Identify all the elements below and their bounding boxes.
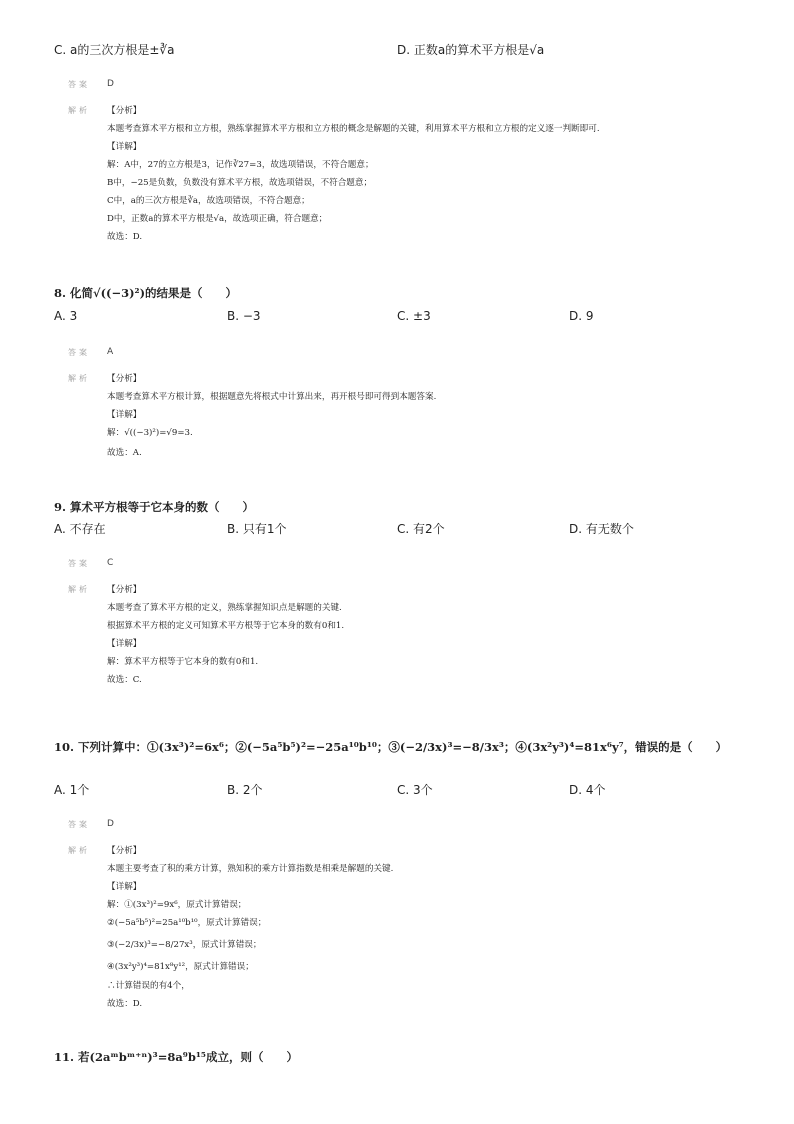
q8-solution-line-2: 故选：A. [107, 448, 142, 458]
q9-fenxi: 【分析】 [107, 585, 142, 595]
q10-option-c[interactable]: C. 3个 [397, 783, 433, 797]
q9-option-a[interactable]: A. 不存在 [54, 522, 106, 536]
q7-solution-line-3: C中，a的三次方根是∛a，故选项错误，不符合题意； [107, 196, 310, 206]
q10-answer: D [107, 819, 114, 829]
q9-answer: C [107, 558, 114, 568]
q9-option-d[interactable]: D. 有无数个 [569, 522, 634, 536]
q10-solution-line-4: ④(3x²y³)⁴=81x⁸y¹²，原式计算错误； [107, 962, 254, 972]
q7-answer: D [107, 79, 114, 89]
q7-option-d-text: D. 正数a的算术平方根是√a [397, 43, 545, 57]
q10-solution-line-1: 解：①(3x³)²=9x⁶，原式计算错误； [107, 900, 247, 910]
q11-stem: 11. 若(2aᵐbᵐ⁺ⁿ)³=8a⁹b¹⁵成立，则（ ） [54, 1050, 298, 1064]
q9-solution-line-2: 故选：C. [107, 675, 142, 685]
q9-analysis-text-1: 本题考查了算术平方根的定义，熟练掌握知识点是解题的关键. [107, 603, 342, 613]
q7-xiangjie: 【详解】 [107, 142, 142, 152]
q7-solution-line-4: D中，正数a的算术平方根是√a，故选项正确，符合题意； [107, 214, 328, 224]
q8-solution-line-1: 解：√((−3)²)=√9=3. [107, 428, 193, 438]
q10-option-b[interactable]: B. 2个 [227, 783, 263, 797]
q7-option-d[interactable] [397, 41, 544, 58]
q10-stem: 10. 下列计算中：①(3x³)²=6x⁶；②(−5a⁵b⁵)²=−25a¹⁰b¹⁰；③(−2/3x)³=−8/3x³；④(3x²y³)⁴=81x⁶y⁷，错误的是（ ） [54, 740, 728, 754]
q8-option-c[interactable]: C. ±3 [397, 309, 431, 323]
q7-option-c[interactable] [54, 41, 174, 58]
q7-solution-line-5: 故选：D. [107, 232, 143, 242]
q9-answer-label: 答案 [68, 559, 90, 568]
q8-analysis-label: 解析 [68, 374, 90, 383]
q8-answer-label: 答案 [68, 348, 90, 357]
q9-option-c[interactable]: C. 有2个 [397, 522, 445, 536]
q10-analysis-label: 解析 [68, 846, 90, 855]
q10-analysis-text: 本题主要考查了积的乘方计算，熟知积的乘方计算指数是相乘是解题的关键. [107, 864, 394, 874]
q9-stem: 9. 算术平方根等于它本身的数（ ） [54, 500, 255, 514]
q8-option-a[interactable]: A. 3 [54, 309, 78, 323]
q8-option-b[interactable]: B. −3 [227, 309, 261, 323]
q10-answer-label: 答案 [68, 820, 90, 829]
q7-fenxi: 【分析】 [107, 106, 142, 116]
q8-analysis-text: 本题考查算术平方根计算，根据题意先将根式中计算出来，再开根号即可得到本题答案. [107, 392, 437, 402]
q10-fenxi: 【分析】 [107, 846, 142, 856]
q8-stem: 8. 化简√((−3)²)的结果是（ ） [54, 286, 238, 300]
q7-solution-line-2: B中，−25是负数，负数没有算术平方根，故选项错误，不符合题意； [107, 178, 373, 188]
q10-solution-line-5: ∴计算错误的有4个， [107, 981, 190, 991]
q8-xiangjie: 【详解】 [107, 410, 142, 420]
q7-analysis-label: 解析 [68, 106, 90, 115]
q9-solution-line-1: 解：算术平方根等于它本身的数有0和1. [107, 657, 259, 667]
q10-xiangjie: 【详解】 [107, 882, 142, 892]
q10-option-a[interactable]: A. 1个 [54, 783, 90, 797]
q9-option-b[interactable]: B. 只有1个 [227, 522, 287, 536]
q9-analysis-label: 解析 [68, 585, 90, 594]
q10-solution-line-6: 故选：D. [107, 999, 143, 1009]
q9-analysis-text-2: 根据算术平方根的定义可知算术平方根等于它本身的数有0和1. [107, 621, 345, 631]
q8-fenxi: 【分析】 [107, 374, 142, 384]
q10-solution-line-3: ③(−2/3x)³=−8/27x³，原式计算错误； [107, 940, 262, 950]
q10-option-d[interactable]: D. 4个 [569, 783, 606, 797]
q7-option-c-text: C. a的三次方根是±∛a [54, 43, 175, 57]
q7-solution-line-1: 解：A中，27的立方根是3，记作∛27=3，故选项错误，不符合题意； [107, 160, 374, 170]
q10-solution-line-2: ②(−5a⁵b⁵)²=25a¹⁰b¹⁰，原式计算错误； [107, 918, 267, 928]
q8-option-d[interactable]: D. 9 [569, 309, 594, 323]
q7-answer-label: 答案 [68, 80, 90, 89]
q8-answer: A [107, 347, 114, 357]
q9-xiangjie: 【详解】 [107, 639, 142, 649]
q7-analysis-text: 本题考查算术平方根和立方根，熟练掌握算术平方根和立方根的概念是解题的关键，利用算术平方根和立方根的定义逐一判断即可. [107, 124, 600, 134]
